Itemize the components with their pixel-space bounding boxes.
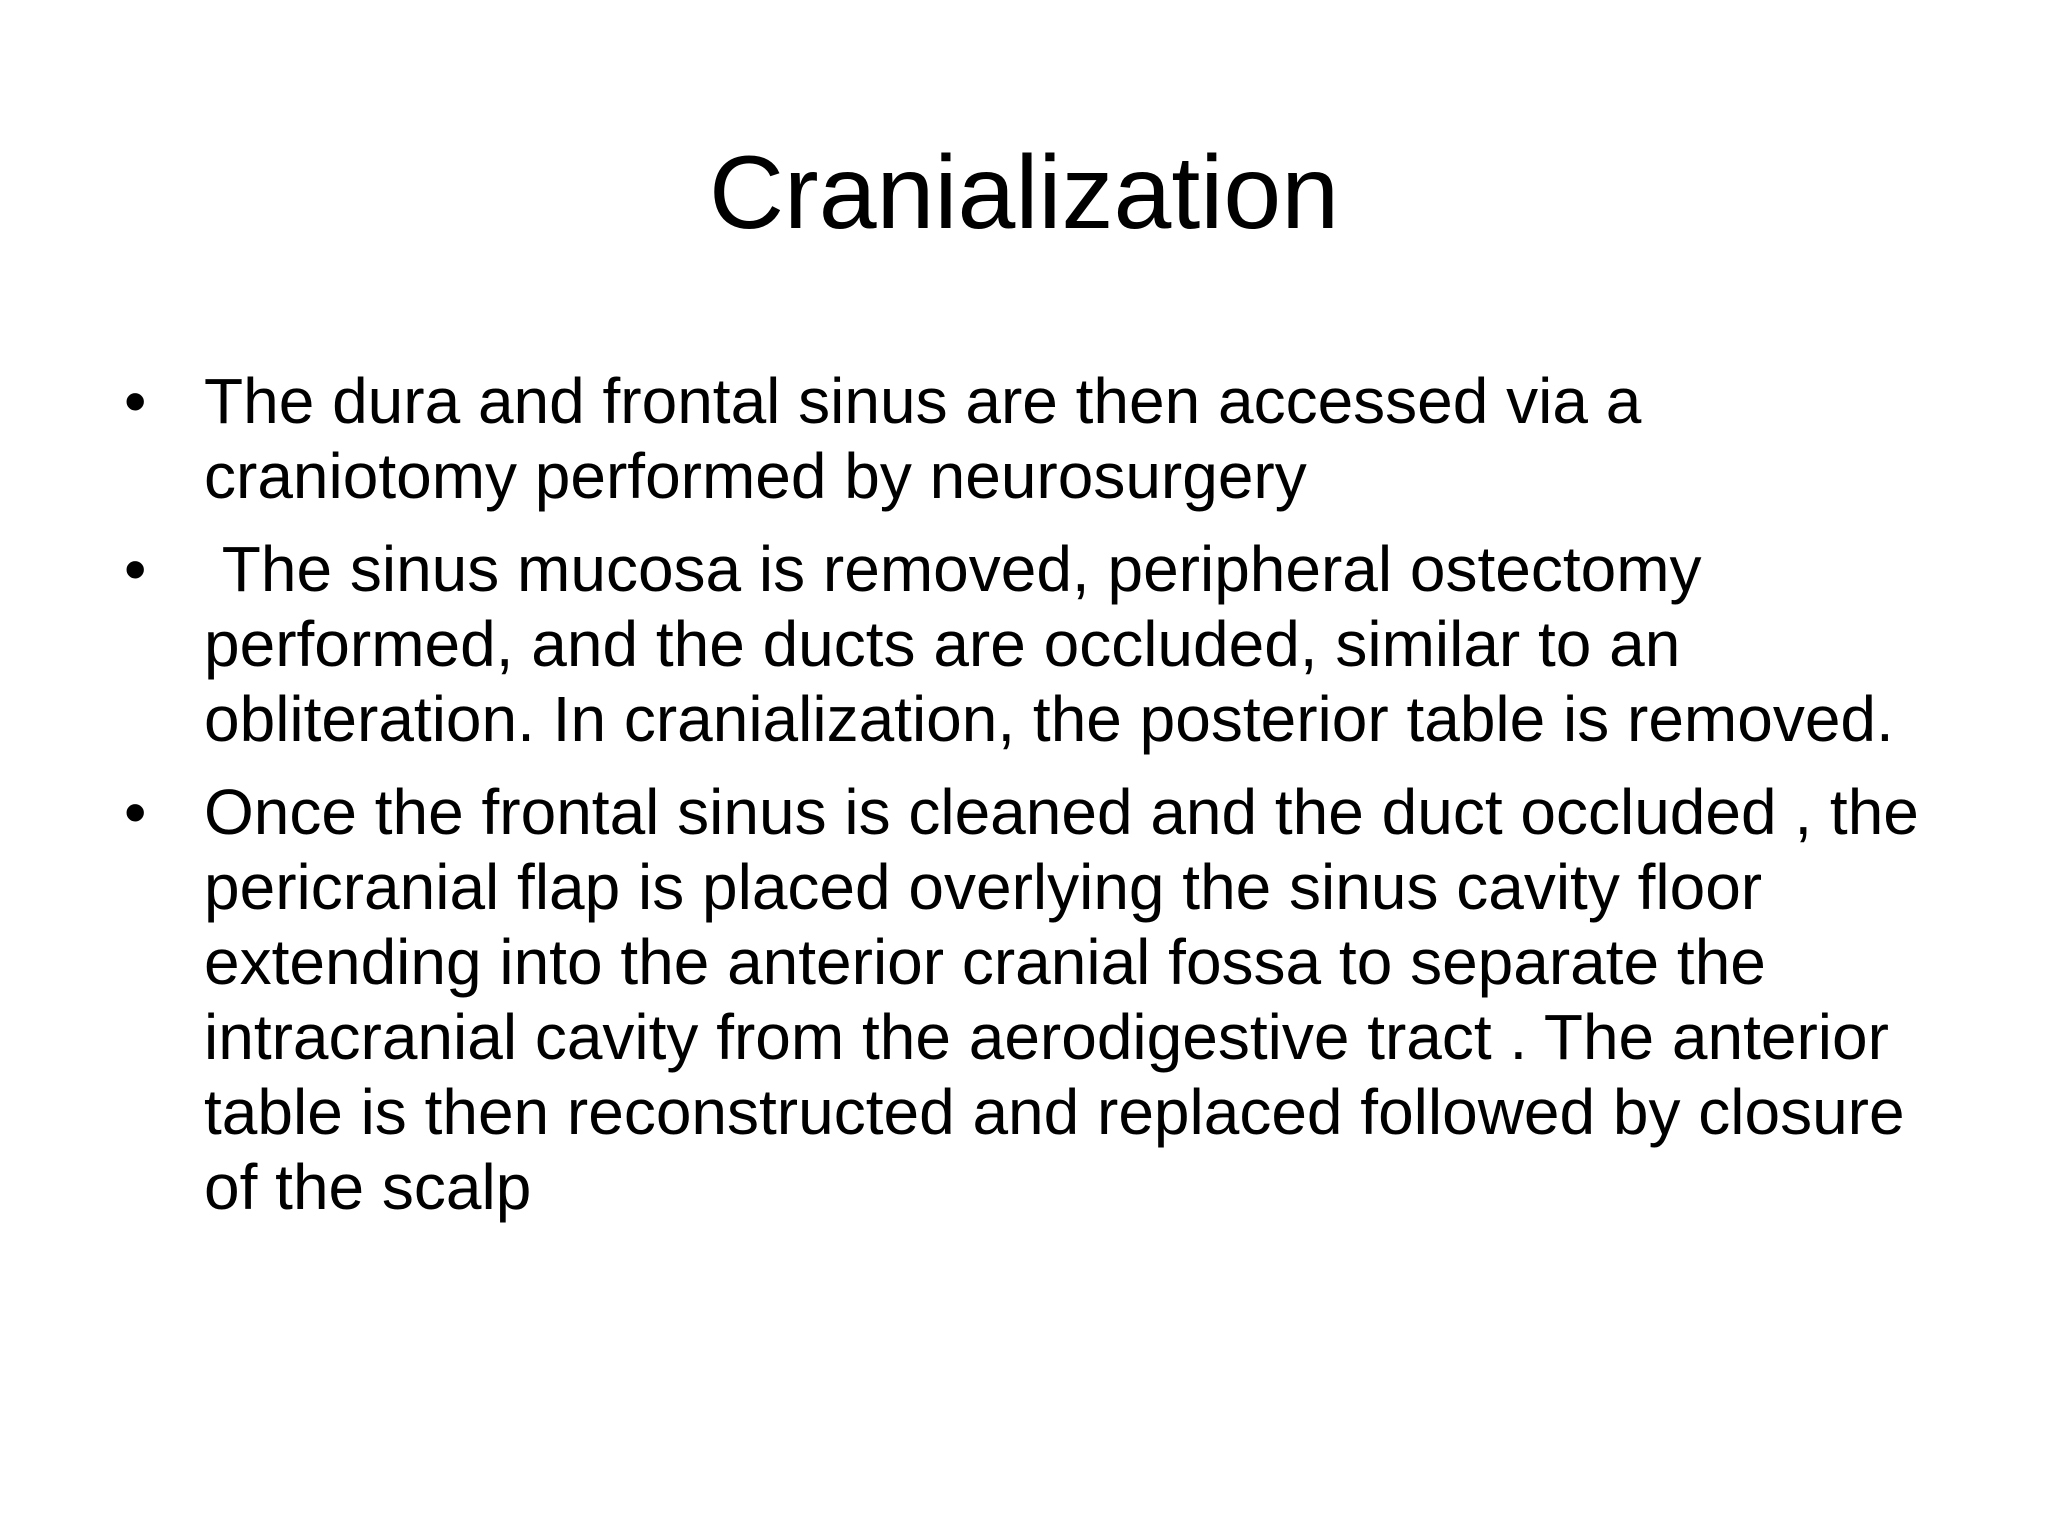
- bullet-item: [124, 532, 1954, 757]
- bullet-item: [124, 364, 1954, 514]
- bullet-text: The dura and frontal sinus are then accessed via a craniotomy performed by neurosurgery: [204, 365, 1660, 512]
- slide-title: Cranialization: [708, 135, 1340, 251]
- bullet-text: The sinus mucosa is removed, peripheral ostectomy performed, and the ducts are occluded, similar to an obliteration. In cranialization, the posterior table is removed.: [204, 533, 1894, 755]
- bullet-icon: •: [124, 533, 147, 605]
- bullet-item: [124, 775, 1954, 1225]
- bullet-text: Once the frontal sinus is cleaned and the duct occluded , the pericranial flap is placed overlying the sinus cavity floor extending into the anterior cranial fossa to separate the intracranial cavity from the aerodigestive tract . The anterior table is then reconstructed and replaced followed by closure of the scalp: [204, 776, 1937, 1223]
- bullet-list: [124, 364, 1954, 1243]
- bullet-icon: •: [124, 776, 147, 848]
- bullet-icon: •: [124, 365, 147, 437]
